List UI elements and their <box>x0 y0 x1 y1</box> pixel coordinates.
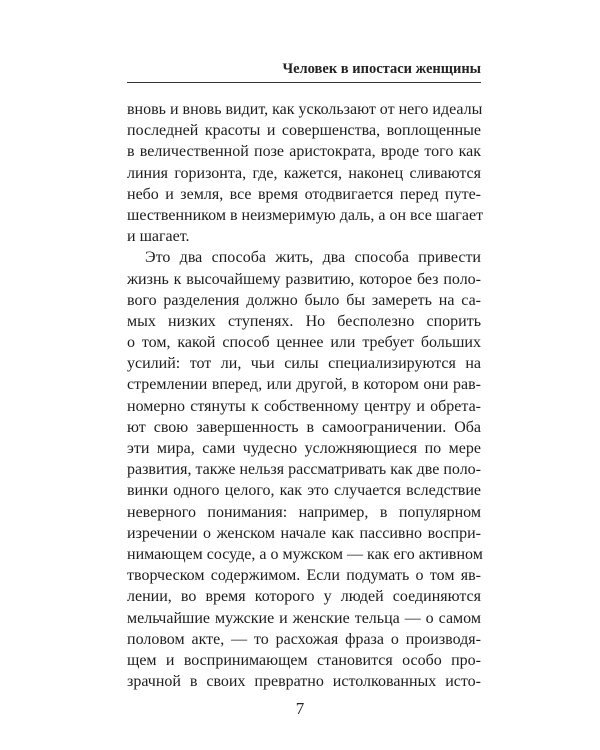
text-line: мельчайшие мужские и женские тельца — о самом <box>127 609 481 627</box>
text-line: творческом содержимом. Если подумать о том яв- <box>127 567 481 585</box>
text-line: последней красоты и совершенства, воплощенные <box>127 122 481 140</box>
text-line: половом акте, — то расхожая фраза о производя- <box>127 630 481 648</box>
text-line: о том, какой способ ценнее или требует больших <box>127 334 481 352</box>
text-line: жизнь к высочайшему развитию, которое без поло- <box>127 270 481 288</box>
running-header-title: Человек в ипостаси женщины <box>282 61 481 77</box>
text-line: усилий: тот ли, чьи силы специализируются на <box>127 355 481 373</box>
page-number: 7 <box>295 699 305 718</box>
text-line: изречении о женском начале как пассивно воспри- <box>127 524 481 542</box>
text-line: нимающем сосуде, а о мужском — как его активном <box>127 545 483 563</box>
text-line: линия горизонта, где, кажется, наконец сливаются <box>127 164 481 182</box>
text-line: вновь и вновь видит, как ускользают от него идеалы <box>127 101 483 118</box>
text-line: и шагает. <box>127 228 190 246</box>
text-line: Это два способа жить, два способа привести <box>145 249 481 267</box>
text-line: в величественной позе аристократа, вроде того как <box>127 143 481 161</box>
text-line: зрачной в своих превратно истолкованных исто- <box>127 673 481 691</box>
text-line: винки одного целого, как это случается вследствие <box>127 482 481 500</box>
text-line: щем и воспринимающем становится особо про- <box>127 651 481 669</box>
text-line: неверного понимания: например, в популярном <box>127 503 481 521</box>
text-line: шественником в неизмеримую даль, а он все шагает <box>127 206 484 224</box>
text-line: мых низких ступенях. Но бесполезно спорить <box>127 312 481 330</box>
text-line: небо и земля, все время отодвигается перед путе- <box>127 185 481 203</box>
body-text <box>127 99 484 692</box>
text-line: эти мира, сами чудесно усложняющиеся по мере <box>127 440 481 457</box>
header-divider <box>127 82 481 83</box>
text-line: ют свою завершенность в самоограничении. Оба <box>127 418 481 436</box>
text-line: номерно стянуты к собственному центру и обрета- <box>127 397 481 415</box>
text-line: вого разделения должно было бы замереть на са- <box>127 291 481 309</box>
text-line: развития, также нельзя рассматривать как две поло- <box>127 461 481 479</box>
text-line: стремлении вперед, или другой, в котором они рав- <box>127 376 481 394</box>
text-line: лении, во время которого у людей соединяются <box>127 588 481 606</box>
